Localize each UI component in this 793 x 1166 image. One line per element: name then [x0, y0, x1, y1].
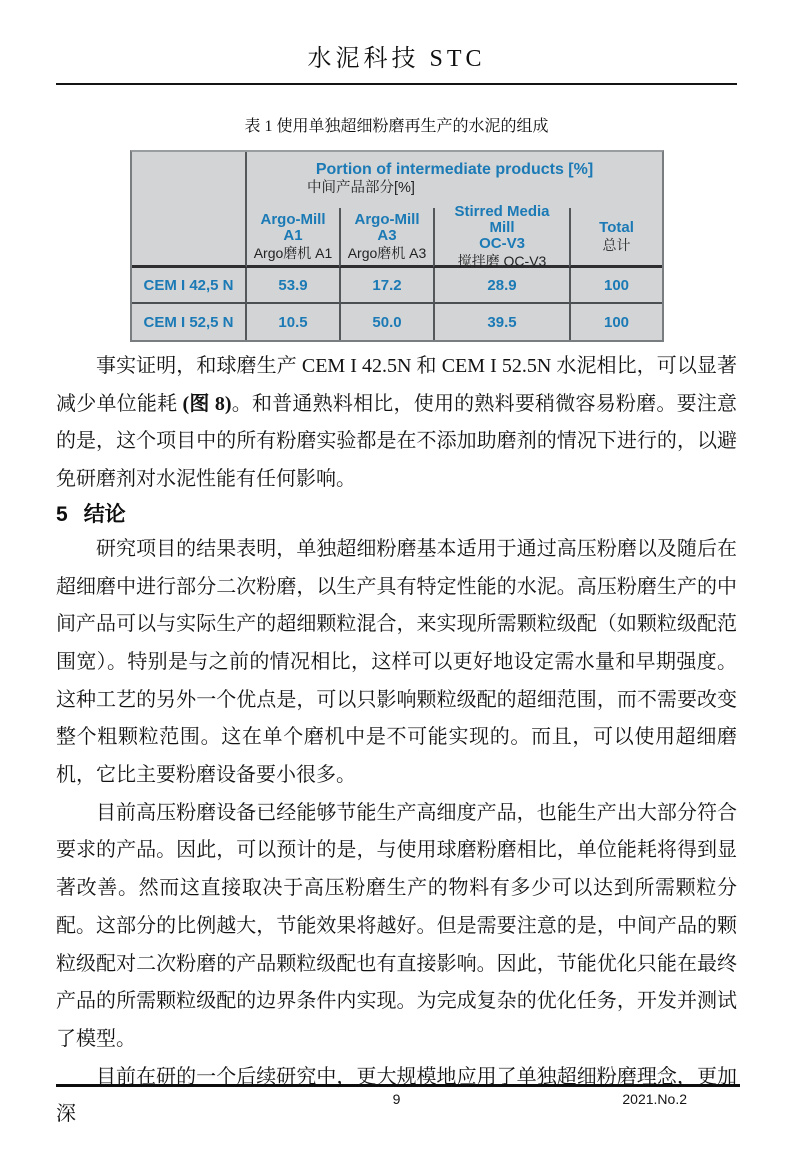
paragraph-3: 目前高压粉磨设备已经能够节能生产高细度产品，也能生产出大部分符合要求的产品。因此，可以预计的是，与使用球磨粉磨相比，单位能耗将得到显著改善。然而这直接取决于高压粉磨生产的物料有多少可以达到所需颗粒分配。这部分的比例越大，节能效果将越好。但是需要注意的是，中间产品的颗粒级配对二次粉磨的产品颗粒级配也有直接影响。因此，节能优化只能在最终产品的所需颗粒级配的边界条件内实现。为完成复杂的优化任务，开发并测试了模型。	[56, 801, 737, 1050]
column-header-zh: Argo磨机 A3	[347, 245, 427, 261]
header-rule	[56, 83, 737, 85]
table-cell: 50.0	[339, 304, 433, 340]
column-header-line: Mill	[489, 219, 515, 236]
column-header-line: Argo-Mill	[260, 211, 326, 228]
section-heading-conclusion	[56, 501, 737, 529]
table-row-label: CEM I 52,5 N	[132, 304, 247, 340]
journal-title: 水泥科技 STC	[307, 46, 486, 72]
table-cell: 53.9	[247, 268, 339, 304]
body-text	[56, 348, 737, 1134]
column-header-stirred-media-mill	[433, 203, 569, 269]
column-header-argo-mill-a3	[339, 208, 433, 268]
table-group-header	[247, 152, 662, 208]
column-header-line: A1	[283, 227, 303, 244]
column-header-zh: Argo磨机 A1	[253, 245, 333, 261]
section-number: 5	[56, 502, 68, 526]
column-header-total	[569, 208, 662, 268]
section-title: 结论	[83, 502, 126, 526]
group-header-zh: 中间产品部分[%]	[307, 180, 415, 196]
figure-8-reference: (图 8)	[182, 392, 232, 415]
column-header-zh: 总计	[602, 237, 631, 253]
paragraph-1-pre: 事实证明，和球磨生产 CEM I 42.5N 和 CEM I 52.5N 水泥相比，可以显著减少单位能耗	[56, 355, 737, 415]
column-header-line: OC-V3	[479, 235, 525, 252]
table-cell: 17.2	[339, 268, 433, 304]
paragraph-4: 目前在研的一个后续研究中，更大规模地应用了单独超细粉磨理念，更加深	[56, 1065, 737, 1126]
footer-rule	[56, 1084, 740, 1087]
table-row-label: CEM I 42,5 N	[132, 268, 247, 304]
issue-label: 2021.No.2	[622, 1091, 687, 1107]
table-corner-cell	[132, 152, 247, 268]
table-cell: 10.5	[278, 313, 308, 331]
table-cell: 28.9	[433, 268, 569, 304]
column-header-line: A3	[377, 227, 397, 244]
column-header-line: Argo-Mill	[354, 211, 420, 228]
cement-composition-table	[130, 150, 664, 342]
paragraph-1	[56, 348, 737, 499]
table-caption: 表 1 使用单独超细粉磨再生产的水泥的组成	[244, 118, 549, 135]
paragraph-2: 研究项目的结果表明，单独超细粉磨基本适用于通过高压粉磨以及随后在超细磨中进行部分二次粉磨，以生产具有特定性能的水泥。高压粉磨生产的中间产品可以与实际生产的超细颗粒混合，来实现所需颗粒级配（如颗粒级配范围宽）。特别是与之前的情况相比，这样可以更好地设定需水量和早期强度。这种工艺的另外一个优点是，可以只影响颗粒级配的超细范围，而不需要改变整个粗颗粒范围。这在单个磨机中是不可能实现的。而且，可以使用超细磨机，它比主要粉磨设备要小很多。	[56, 537, 737, 787]
page-number: 9	[392, 1091, 401, 1107]
table-cell: 100	[569, 268, 662, 304]
column-header-line: Stirred Media	[454, 203, 550, 220]
group-header-en: Portion of intermediate products [%]	[315, 161, 594, 178]
document-page	[0, 44, 793, 1166]
table-cell: 39.5	[433, 304, 569, 340]
column-header-zh: 搅拌磨 OC-V3	[457, 253, 547, 269]
paragraph-1-post: 。和普通熟料相比，使用的熟料要稍微容易粉磨。要注意的是，这个项目中的所有粉磨实验都是在不添加助磨剂的情况下进行的，以避免研磨剂对水泥性能有任何影响。	[56, 392, 738, 491]
column-header-line: Total	[599, 219, 634, 236]
column-header-argo-mill-a1	[247, 208, 339, 268]
table-cell: 100	[569, 304, 662, 340]
